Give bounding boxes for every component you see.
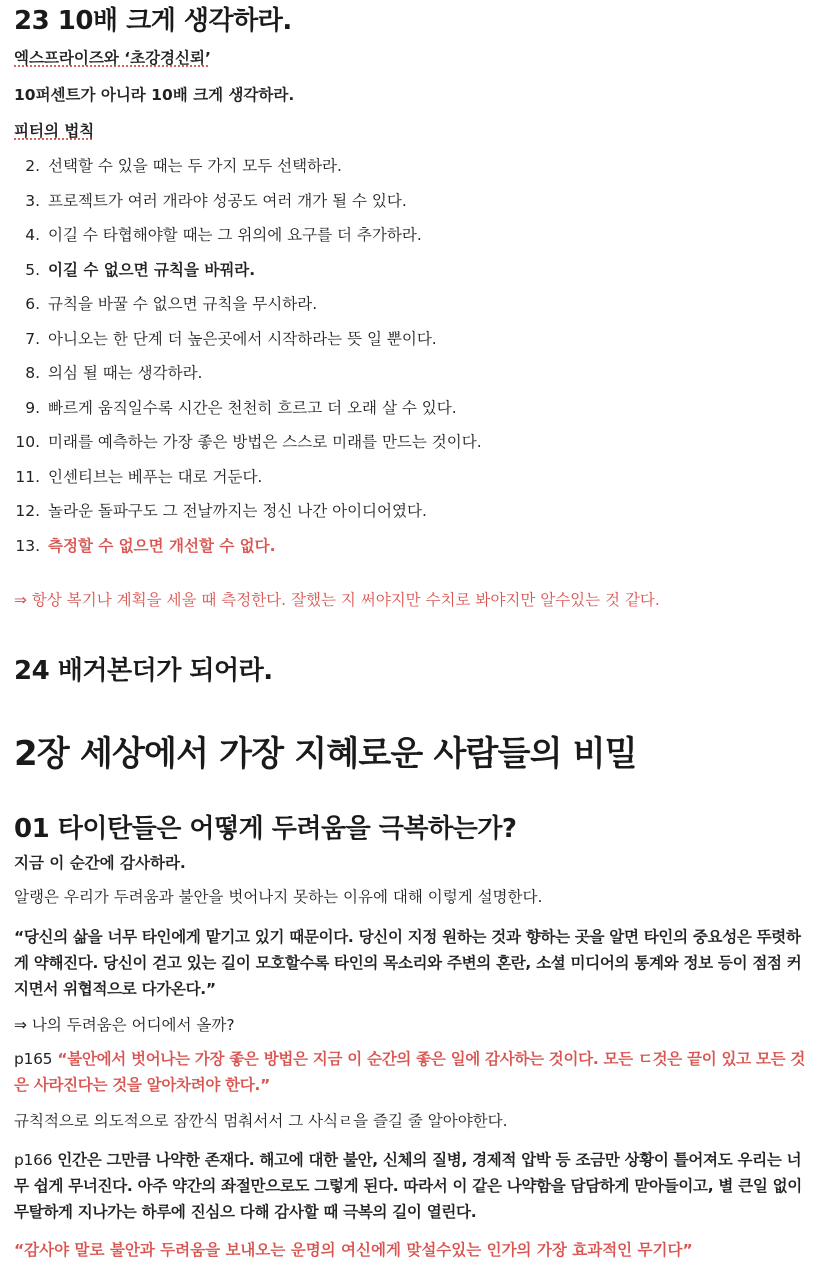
list-item — [14, 362, 813, 397]
list-number: 7. — [25, 329, 40, 348]
list-number: 11. — [15, 467, 40, 486]
list-number: 8. — [25, 364, 40, 382]
quote-block: “당신의 삶을 너무 타인에게 맡기고 있기 때문이다. 당신이 지정 원하는 것과 향하는 곳을 알면 타인의 중요성은 뚜렷하게 약해진다. 당신이 걷고 있는 길이 모호할수록 타인의 목소리와 주변의 혼란, 소셜 미디어의 통계와 정보 등이 점점 커지면서 위협적으로 다가온다.” — [14, 928, 802, 998]
list-item — [14, 397, 813, 432]
list-number: 12. — [15, 502, 40, 520]
list-item — [14, 224, 813, 259]
chapter-2-title: 2장 세상에서 가장 지혜로운 사람들의 비밀 — [14, 734, 637, 774]
peters-laws-list — [14, 155, 813, 569]
peters-laws-heading — [14, 120, 813, 142]
list-item — [14, 155, 813, 190]
list-text: 프로젝트가 여러 개라야 성공도 여러 개가 될 수 있다. — [48, 191, 407, 210]
p165-text: “불안에서 벗어나는 가장 좋은 방법은 지금 이 순간의 좋은 일에 감사하는 것이다. 모든 ㄷ것은 끝이 있고 모든 것은 사라진다는 것을 알아차려야 한다.” — [14, 1050, 806, 1094]
list-item — [14, 500, 813, 535]
list-number: 6. — [25, 295, 40, 313]
intro-paragraph: 알랭은 우리가 두려움과 불안을 벗어나지 못하는 이유에 대해 이렇게 설명한다. — [14, 888, 543, 906]
list-number: 2. — [25, 157, 40, 175]
section-23-subheading-10x: 10퍼센트가 아니라 10배 크게 생각하라. — [14, 86, 295, 104]
regular-pause-note: 규칙적으로 의도적으로 잠깐식 멈춰서서 그 사식ㄹ을 즐길 줄 알아야한다. — [14, 1112, 508, 1130]
list-number: 4. — [25, 226, 40, 244]
list-text: 이길 수 없으면 규칙을 바꿔라. — [48, 260, 256, 279]
p165-quote — [14, 1046, 813, 1098]
peters-laws-text: 피터의 법칙 — [14, 122, 95, 140]
page-ref-166: p166 — [14, 1151, 53, 1169]
section-01-subheading: 지금 이 순간에 감사하라. — [14, 854, 186, 872]
list-item — [14, 293, 813, 328]
page-ref-165: p165 — [14, 1050, 53, 1068]
list-text: 규칙을 바꿀 수 없으면 규칙을 무시하라. — [48, 295, 318, 313]
section-23-title: 23 10배 크게 생각하라. — [14, 6, 292, 36]
list-text: 이길 수 타협해야할 때는 그 위의에 요구를 더 추가하라. — [48, 226, 422, 244]
section-24-title: 24 배거본더가 되어라. — [14, 656, 273, 686]
list-text: 아니오는 한 단계 더 높은곳에서 시작하라는 뜻 일 뿐이다. — [48, 329, 437, 348]
gratitude-quote: “감사야 말로 불안과 두려움을 보내오는 운명의 여신에게 맞설수있는 인가의 가장 효과적인 무기다” — [14, 1241, 693, 1259]
p166-text: 인간은 그만큼 나약한 존재다. 해고에 대한 불안, 신체의 질병, 경제적 압박 등 조금만 상황이 틀어져도 우리는 너무 쉽게 무너진다. 아주 약간의 좌절만으로도 그렇게 된다. 따라서 이 같은 나약함을 담담하게 맏아들이고, 별 큰일 없이 무탈하게 지나가는 하루에 진심으 다해 감사할 때 극복의 길이 열린다. — [14, 1151, 802, 1221]
section-23-subheading-xprize — [14, 47, 813, 69]
list-text: 측정할 수 없으면 개선할 수 없다. — [48, 536, 276, 555]
list-number: 5. — [25, 260, 40, 279]
list-text: 미래를 예측하는 가장 좋은 방법은 스스로 미래를 만드는 것이다. — [48, 433, 482, 451]
list-item — [14, 259, 813, 294]
list-number: 9. — [25, 398, 40, 417]
list-item — [14, 328, 813, 363]
list-item — [14, 466, 813, 501]
list-item — [14, 535, 813, 570]
list-text: 빠르게 움직일수록 시간은 천천히 흐르고 더 오래 살 수 있다. — [48, 398, 457, 417]
list-text: 인센티브는 베푸는 대로 거둔다. — [48, 467, 263, 486]
xprize-text: 엑스프라이즈와 ‘초강경신뢰’ — [14, 49, 211, 67]
list-item — [14, 431, 813, 466]
measurement-note: ⇒ 항상 복기나 계획을 세울 때 측정한다. 잘했는 지 써야지만 수치로 봐야지만 알수있는 것 같다. — [14, 591, 660, 609]
list-text: 놀라운 돌파구도 그 전날까지는 정신 나간 아이디어였다. — [48, 502, 427, 520]
list-text: 선택할 수 있을 때는 두 가지 모두 선택하라. — [48, 157, 342, 175]
list-item — [14, 190, 813, 225]
list-text: 의심 될 때는 생각하라. — [48, 364, 203, 382]
section-01-title: 01 타이탄들은 어떻게 두려움을 극복하는가? — [14, 814, 517, 844]
list-number: 3. — [25, 191, 40, 210]
list-number: 13. — [15, 536, 40, 555]
list-number: 10. — [15, 433, 40, 451]
fear-question: ⇒ 나의 두려움은 어디에서 올까? — [14, 1016, 235, 1034]
p166-paragraph — [14, 1147, 813, 1225]
